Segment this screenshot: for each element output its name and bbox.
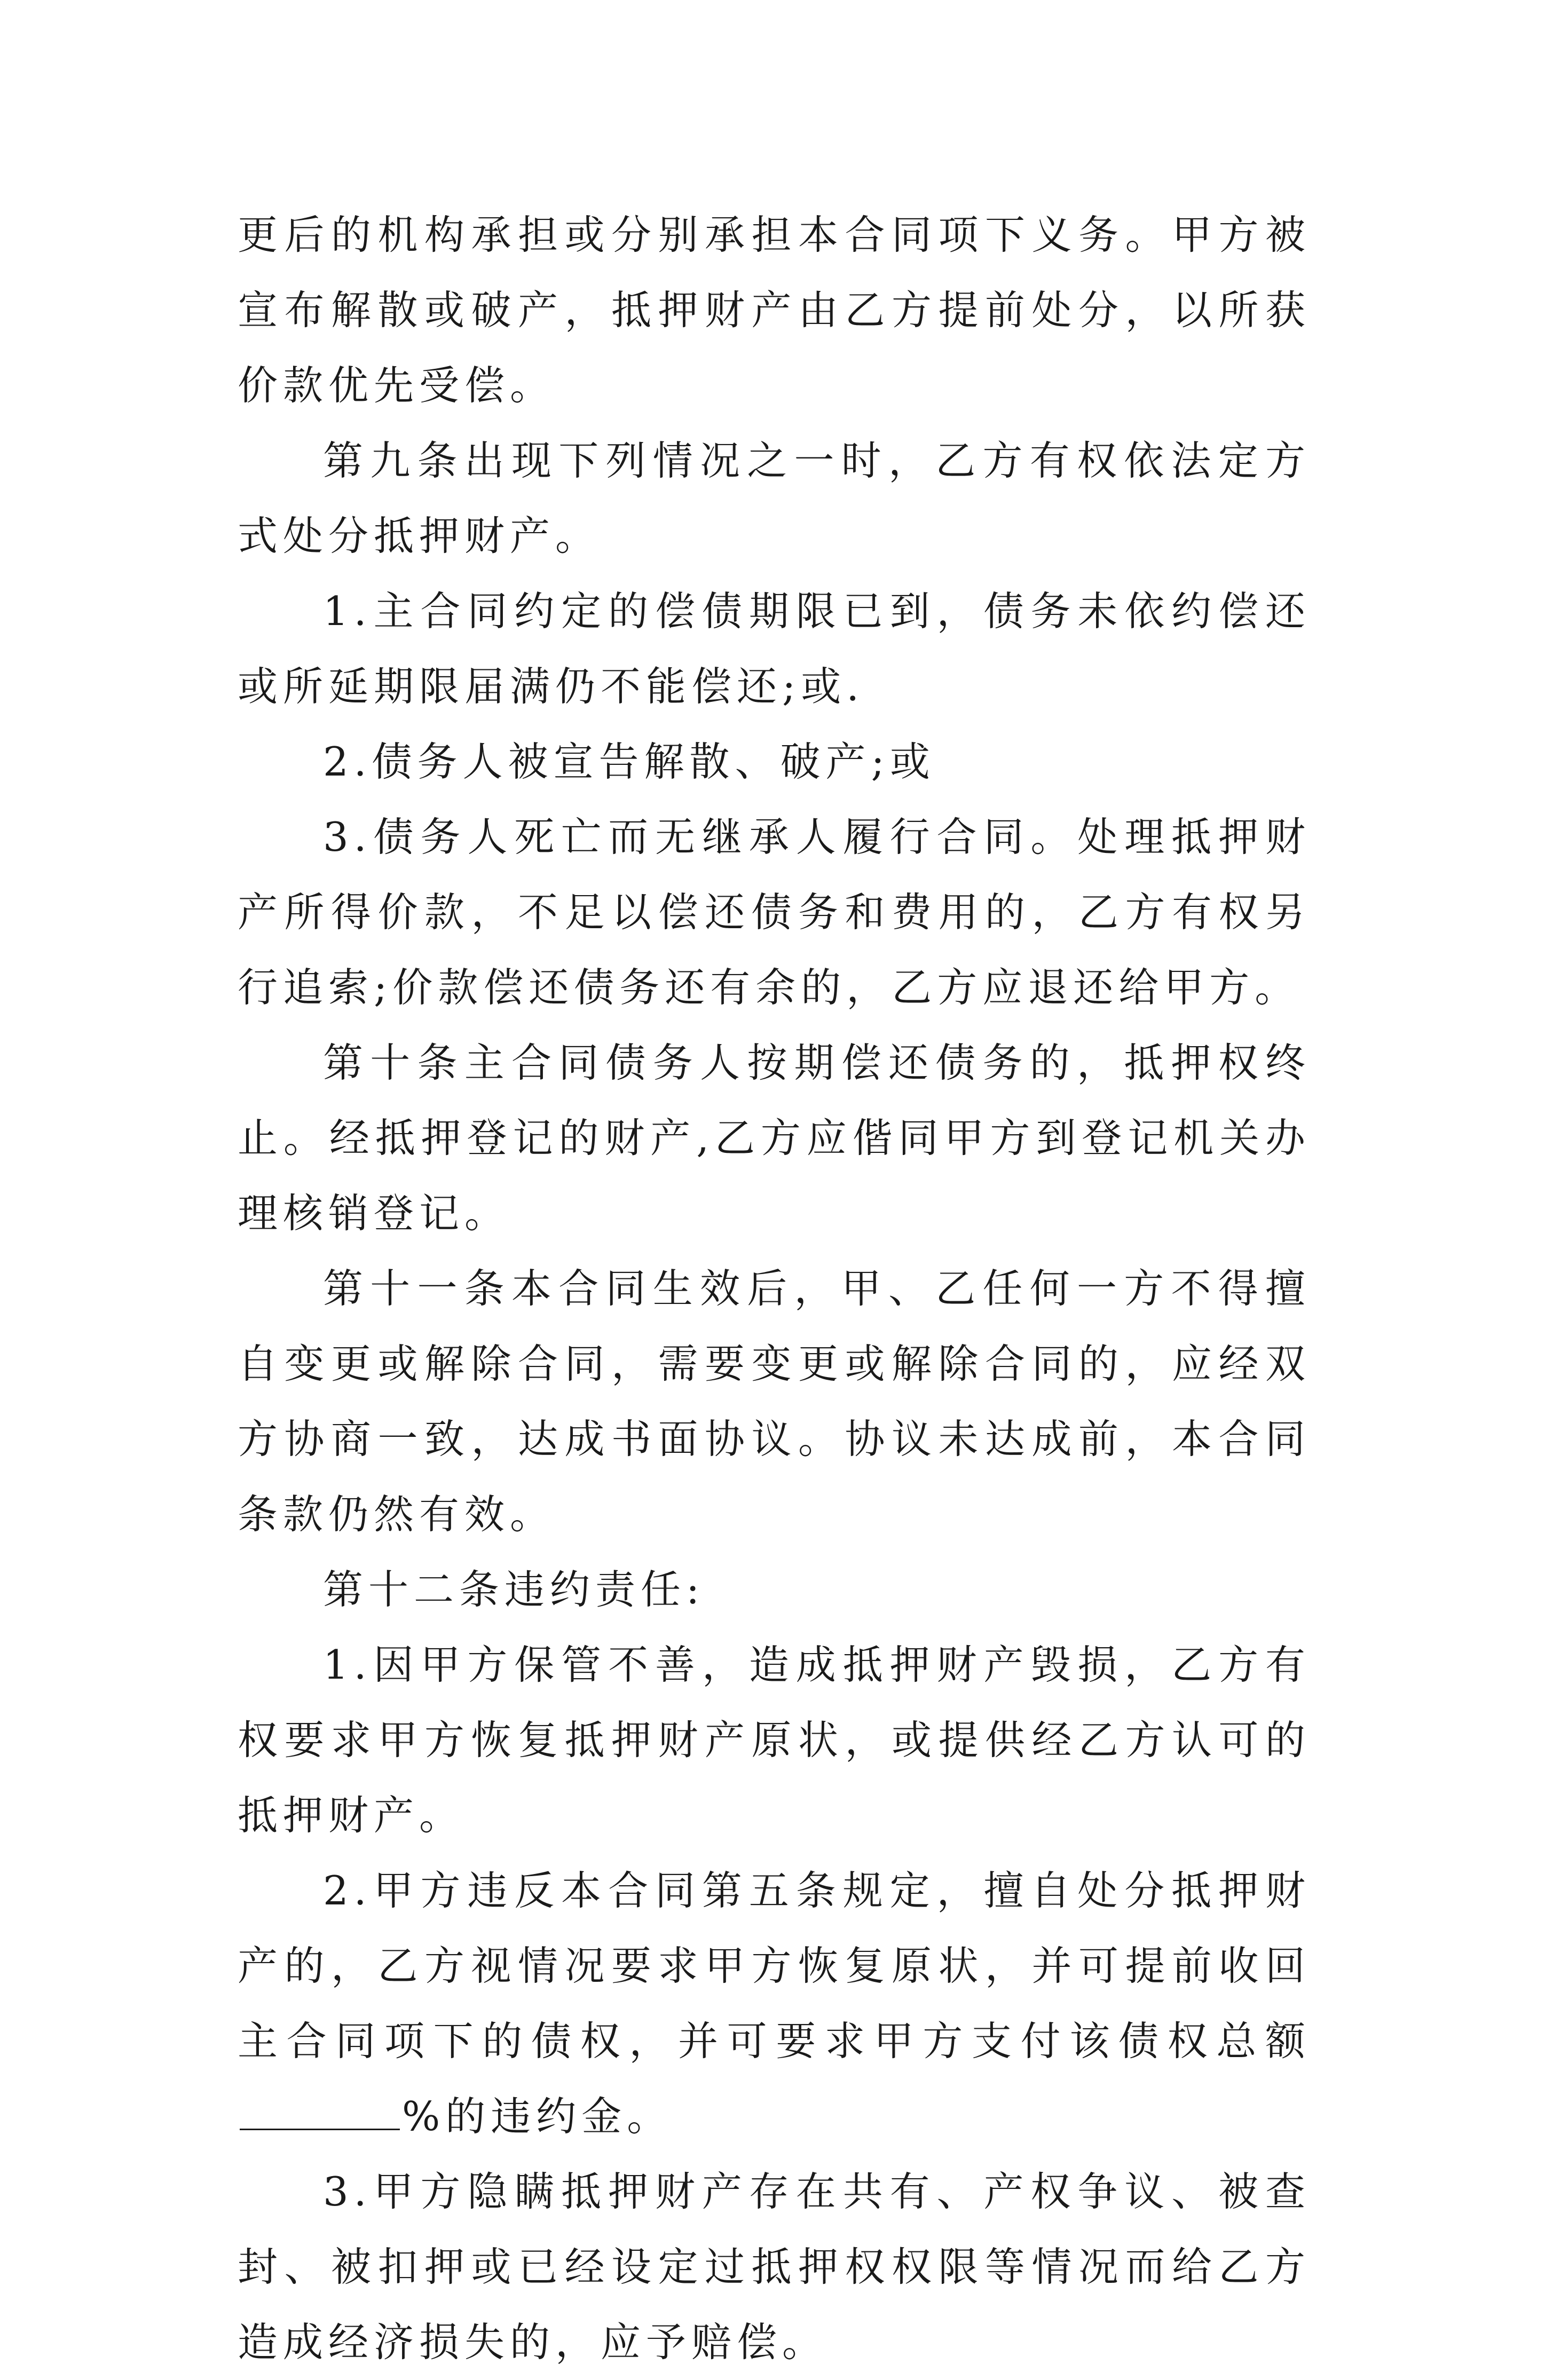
article-9-item-1: 1.主合同约定的偿债期限已到，债务未依约偿还或所延期限届满仍不能偿还;或. bbox=[238, 588, 1311, 710]
article-9-item-3: 3.债务人死亡而无继承人履行合同。处理抵押财产所得价款，不足以偿还债务和费用的，乙方有权另行追索;价款偿还债务还有余的，乙方应退还给甲方。 bbox=[238, 813, 1311, 1011]
article-9-item-2: 2.债务人被宣告解散、破产;或 bbox=[323, 738, 935, 785]
article-9: 第九条出现下列情况之一时，乙方有权依法定方式处分抵押财产。 bbox=[238, 437, 1311, 559]
article-12-item-2 bbox=[238, 1853, 1311, 2154]
article-12-item-2-text: 2.甲方违反本合同第五条规定，擅自处分抵押财产的，乙方视情况要求甲方恢复原状，并可提前收回主合同项下的债权，并可要求甲方支付该债权总额 bbox=[238, 1867, 1311, 2065]
article-12-item-1: 1.因甲方保管不善，造成抵押财产毁损，乙方有权要求甲方恢复抵押财产原状，或提供经乙方认可的抵押财产。 bbox=[238, 1641, 1311, 1839]
document-body bbox=[238, 197, 1311, 2380]
article-12-heading: 第十二条违约责任: bbox=[323, 1566, 705, 1613]
paragraph-continuation: 更后的机构承担或分别承担本合同项下义务。甲方被宣布解散或破产，抵押财产由乙方提前处分，以所获价款优先受偿。 bbox=[238, 211, 1311, 409]
article-10: 第十条主合同债务人按期偿还债务的，抵押权终止。经抵押登记的财产,乙方应偕同甲方到登记机关办理核销登记。 bbox=[238, 1039, 1311, 1237]
article-11: 第十一条本合同生效后，甲、乙任何一方不得擅自变更或解除合同，需要变更或解除合同的，应经双方协商一致，达成书面协议。协议未达成前，本合同条款仍然有效。 bbox=[238, 1265, 1311, 1538]
penalty-percentage-blank[interactable] bbox=[240, 2091, 400, 2130]
article-12-item-2-suffix: %的违约金。 bbox=[402, 2093, 673, 2140]
article-12-item-3: 3.甲方隐瞒抵押财产存在共有、产权争议、被查封、被扣押或已经设定过抵押权权限等情况而给乙方造成经济损失的，应予赔偿。 bbox=[238, 2168, 1311, 2366]
